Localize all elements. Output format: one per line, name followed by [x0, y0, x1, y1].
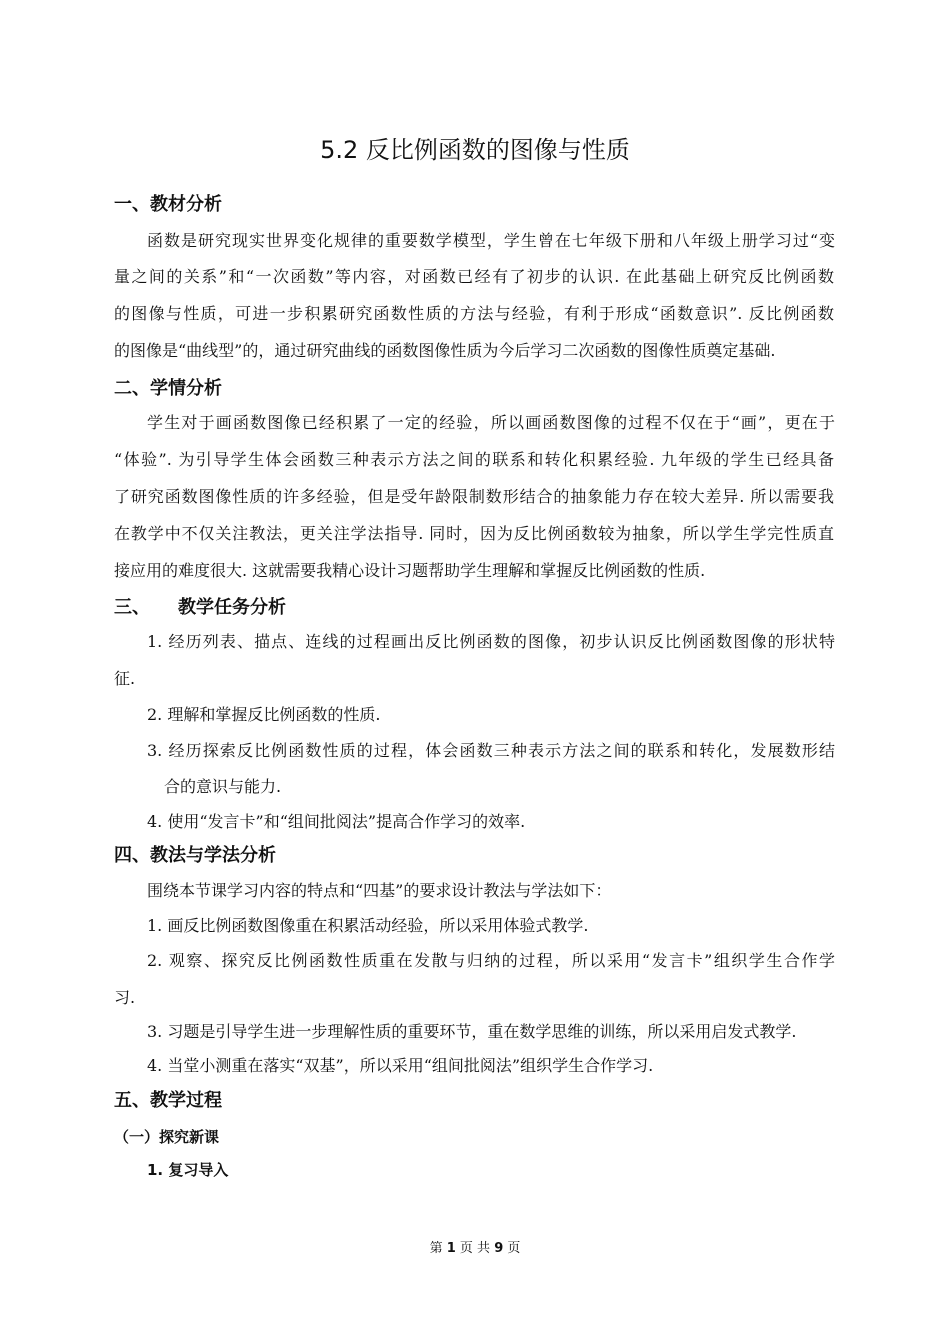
- paragraph-line: 围绕本节课学习内容的特点和“四基”的要求设计教法与学法如下：: [147, 881, 612, 900]
- list-item: 1. 画反比例函数图像重在积累活动经验，所以采用体验式教学.: [147, 916, 589, 935]
- section-heading-student-analysis: 二、学情分析: [114, 378, 222, 399]
- list-item-continuation: 习.: [114, 988, 136, 1007]
- section-number: 三、: [114, 597, 150, 618]
- list-item: 2. 观察、探究反比例函数性质重在发散与归纳的过程，所以采用“发言卡”组织学生合作学: [147, 951, 835, 970]
- list-item: 3. 经历探索反比例函数性质的过程，体会函数三种表示方法之间的联系和转化，发展数形结: [147, 741, 835, 760]
- subsection-heading: 1. 复习导入: [147, 1161, 229, 1179]
- subsection-heading: （一）探究新课: [114, 1128, 220, 1146]
- footer-page-number: 1: [446, 1241, 456, 1256]
- footer-pre: 第: [429, 1241, 443, 1256]
- list-item-continuation: 征.: [114, 669, 136, 688]
- paragraph-line: 学生对于画函数图像已经积累了一定的经验，所以画函数图像的过程不仅在于“画”，更在于: [147, 413, 835, 432]
- section-heading-task-analysis: [114, 595, 286, 621]
- section-title: 教学任务分析: [178, 597, 286, 618]
- footer-total-pages: 9: [494, 1241, 504, 1256]
- paragraph-line: 量之间的关系”和“一次函数”等内容，对函数已经有了初步的认识. 在此基础上研究反比例函数: [114, 267, 834, 286]
- list-item: 4. 当堂小测重在落实“双基”，所以采用“组间批阅法”组织学生合作学习.: [147, 1056, 654, 1075]
- list-item: 2. 理解和掌握反比例函数的性质.: [147, 705, 381, 724]
- paragraph-line: 的图像是“曲线型”的，通过研究曲线的函数图像性质为今后学习二次函数的图像性质奠定基础.: [114, 341, 776, 360]
- page-title: 5.2 反比例函数的图像与性质: [320, 136, 630, 164]
- paragraph-line: “体验”. 为引导学生体会函数三种表示方法之间的联系和转化积累经验. 九年级的学生已经具备: [114, 450, 834, 469]
- page-footer: [0, 1240, 950, 1258]
- list-item: 3. 习题是引导学生进一步理解性质的重要环节，重在数学思维的训练，所以采用启发式教学.: [147, 1022, 797, 1041]
- paragraph-line: 接应用的难度很大. 这就需要我精心设计习题帮助学生理解和掌握反比例函数的性质.: [114, 561, 706, 580]
- list-item: 1. 经历列表、描点、连线的过程画出反比例函数的图像，初步认识反比例函数图像的形状特: [147, 632, 835, 651]
- footer-post: 页: [507, 1241, 521, 1256]
- list-item-continuation: 合的意识与能力.: [164, 777, 282, 796]
- section-heading-textbook-analysis: 一、教材分析: [114, 194, 222, 215]
- paragraph-line: 了研究函数图像性质的许多经验，但是受年龄限制数形结合的抽象能力存在较大差异. 所以需要我: [114, 487, 834, 506]
- list-item: 4. 使用“发言卡”和“组间批阅法”提高合作学习的效率.: [147, 812, 526, 831]
- paragraph-line: 在教学中不仅关注教法，更关注学法指导. 同时，因为反比例函数较为抽象，所以学生学完性质直: [114, 524, 834, 543]
- section-heading-teaching-process: 五、教学过程: [114, 1090, 222, 1111]
- paragraph-line: 的图像与性质，可进一步积累研究函数性质的方法与经验，有利于形成“函数意识”. 反比例函数: [114, 304, 834, 323]
- footer-mid: 页 共: [459, 1241, 491, 1256]
- paragraph-line: 函数是研究现实世界变化规律的重要数学模型，学生曾在七年级下册和八年级上册学习过“变: [147, 231, 835, 250]
- section-heading-method-analysis: 四、教法与学法分析: [114, 845, 276, 866]
